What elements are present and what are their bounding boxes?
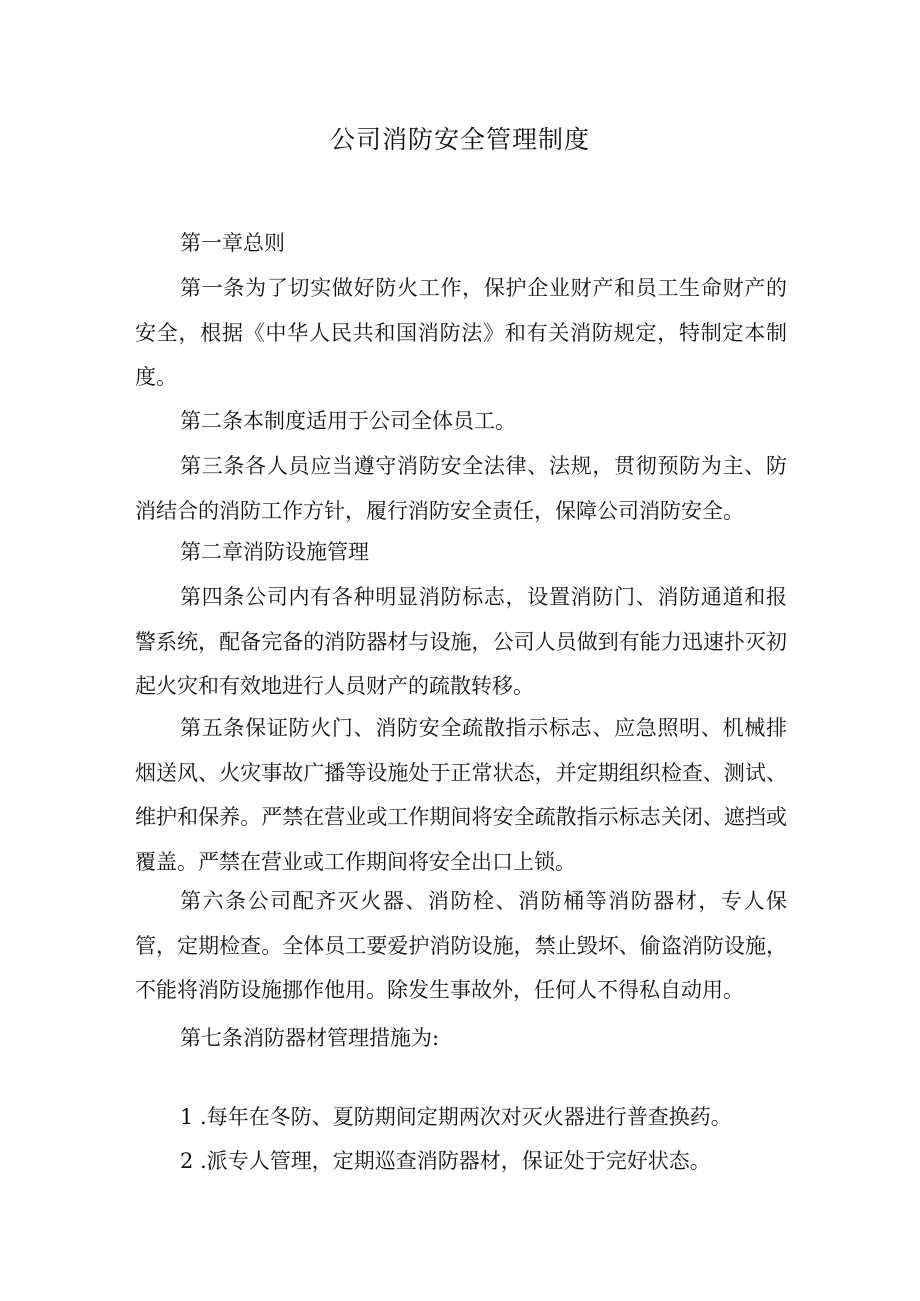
chapter-heading-1: 第一章总则 — [180, 231, 285, 255]
document-title: 公司消防安全管理制度 — [329, 125, 590, 154]
article-6: 第六条公司配齐灭火器、消防栓、消防桶等消防器材，专人保管，定期检查。全体员工要爱护消防设施，禁止毁坏、偷盗消防设施，不能将消防设施挪作他用。除发生事故外，任何人不得私自动用。 — [135, 889, 787, 1002]
article-3: 第三条各人员应当遵守消防安全法律、法规，贯彻预防为主、防消结合的消防工作方针，履行消防安全责任，保障公司消防安全。 — [135, 454, 787, 523]
list-item-2: 2 .派专人管理，定期巡查消防器材，保证处于完好状态。 — [180, 1149, 711, 1173]
article-4: 第四条公司内有各种明显消防标志，设置消防门、消防通道和报警系统，配备完备的消防器材与设施，公司人员做到有能力迅速扑灭初起火灾和有效地进行人员财产的疏散转移。 — [135, 585, 787, 698]
article-2: 第二条本制度适用于公司全体员工。 — [180, 409, 516, 433]
chapter-heading-2: 第二章消防设施管理 — [180, 540, 369, 564]
article-5: 第五条保证防火门、消防安全疏散指示标志、应急照明、机械排烟送风、火灾事故广播等设施处于正常状态，并定期组织检查、测试、维护和保养。严禁在营业或工作期间将安全疏散指示标志关闭、遮挡或覆盖。严禁在营业或工作期间将安全出口上锁。 — [135, 716, 787, 874]
list-item-1: 1 .每年在冬防、夏防期间定期两次对灭火器进行普查换药。 — [180, 1105, 732, 1129]
article-7: 第七条消防器材管理措施为: — [180, 1026, 440, 1050]
article-1: 第一条为了切实做好防火工作，保护企业财产和员工生命财产的安全，根据《中华人民共和国消防法》和有关消防规定，特制定本制度。 — [135, 276, 787, 389]
